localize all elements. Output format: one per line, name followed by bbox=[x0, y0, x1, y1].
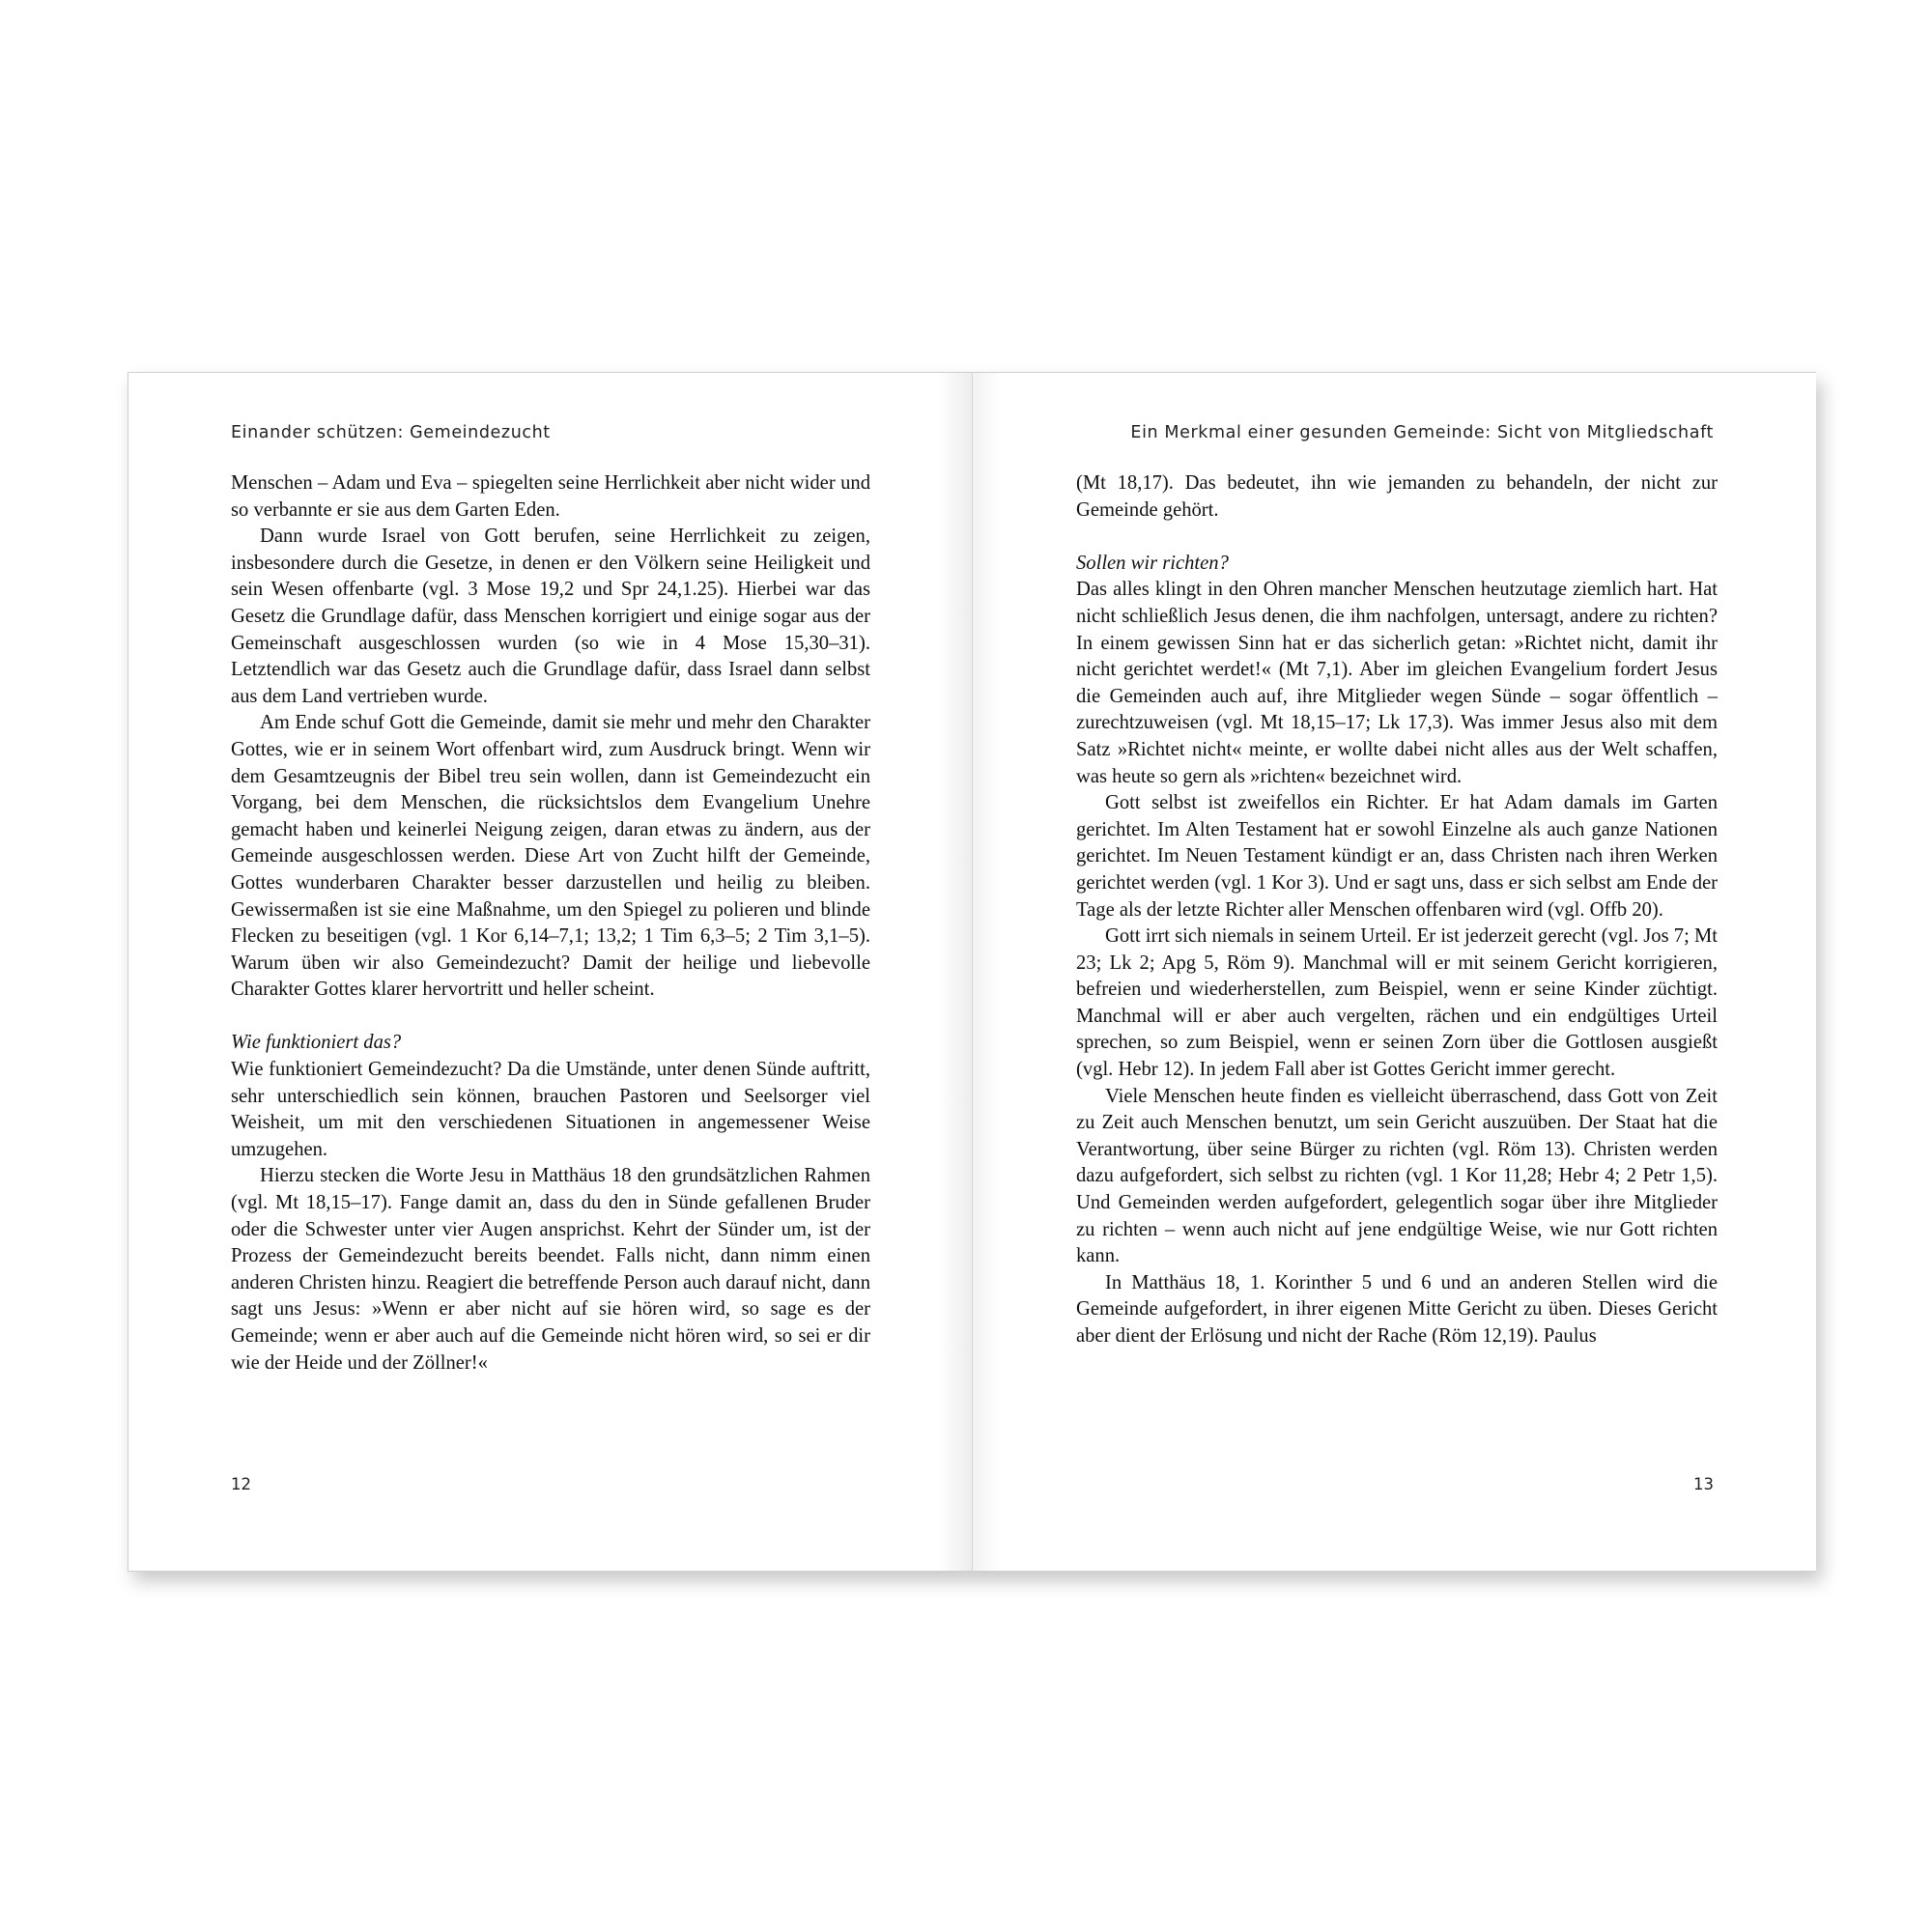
left-page-body bbox=[231, 470, 870, 1377]
page-number-right: 13 bbox=[1693, 1475, 1714, 1493]
paragraph: Wie funktioniert Gemeindezucht? Da die Umstände, unter denen Sünde auftritt, sehr unterschiedlich sein können, brauchen Pastoren und Seelsorger viel Weisheit, um mit den verschiedenen Situationen in angemessener Weise umzugehen. bbox=[231, 1059, 870, 1160]
paragraph: (Mt 18,17). Das bedeutet, ihn wie jemanden zu behandeln, der nicht zur Gemeinde gehört. bbox=[1076, 472, 1718, 521]
gutter-shadow bbox=[973, 373, 1002, 1571]
paragraph: Das alles klingt in den Ohren mancher Menschen heutzutage ziemlich hart. Hat nicht schließlich Jesus denen, die ihm nachfolgen, untersagt, andere zu richten? In einem gewissen Sinn hat er das sicherlich getan: »Richtet nicht, damit ihr nicht gerichtet werdet!« (Mt 7,1). Aber im gleichen Evangelium fordert Jesus die Gemeinden auch auf, ihre Mitglieder wegen Sünde – sogar öffentlich – zurechtzuweisen (vgl. Mt 18,15–17; Lk 17,3). Was immer Jesus also mit dem Satz »Richtet nicht« meinte, er wollte dabei nicht alles aus der Welt schaffen, was heute so gern als »richten« bezeichnet wird. bbox=[1076, 579, 1718, 787]
paragraph: Menschen – Adam und Eva – spiegelten seine Herrlichkeit aber nicht wider und so verbannte er sie aus dem Garten Eden. bbox=[231, 472, 870, 521]
book-spread bbox=[128, 372, 1816, 1572]
paragraph: Viele Menschen heute finden es vielleicht überraschend, dass Gott von Zeit zu Zeit auch Menschen benutzt, um sein Gericht auszuüben. Der Staat hat die Verantwortung, über seine Bürger zu richten (vgl. Röm 13). Christen werden dazu aufgefordert, sich selbst zu richten (vgl. 1 Kor 11,28; Hebr 4; 2 Petr 1,5). Und Gemeinden werden aufgefordert, gelegentlich sogar über ihre Mitglieder zu richten – wenn auch nicht auf jene endgültige Weise, wie nur Gott richten kann. bbox=[1076, 1085, 1718, 1267]
paragraph: Dann wurde Israel von Gott berufen, seine Herrlichkeit zu zeigen, insbesondere durch die Gesetze, in denen er den Völkern seine Heiligkeit und sein Wesen offenbarte (vgl. 3 Mose 19,2 und Spr 24,1.25). Hierbei war das Gesetz die Grundlage dafür, dass Menschen korrigiert und einige sogar aus der Gemeinschaft ausgeschlossen wurden (so wie in 4 Mose 15,30–31). Letztendlich war das Gesetz auch die Grundlage dafür, dass Israel dann selbst aus dem Land vertrieben wurde. bbox=[231, 526, 870, 707]
section-heading: Sollen wir richten? bbox=[1076, 552, 1229, 574]
page-number-left: 12 bbox=[231, 1475, 251, 1493]
right-page bbox=[972, 373, 1816, 1571]
running-head-left: Einander schützen: Gemeindezucht bbox=[231, 423, 551, 442]
gutter-shadow bbox=[937, 373, 972, 1571]
paragraph: Hierzu stecken die Worte Jesu in Matthäus 18 den grundsätzlichen Rahmen (vgl. Mt 18,15–17). Fange damit an, dass du den in Sünde gefallenen Bruder oder die Schwester unter vier Augen ansprichst. Kehrt der Sünder um, ist der Prozess der Gemeindezucht bereits beendet. Falls nicht, dann nimm einen anderen Christen hinzu. Reagiert die betreffende Person auch darauf nicht, dann sagt uns Jesus: »Wenn er aber nicht auf sie hören wird, so sage es der Gemeinde; wenn er aber auch auf die Gemeinde nicht hören wird, so sei er dir wie der Heide und der Zöllner!« bbox=[231, 1165, 870, 1374]
section-heading: Wie funktioniert das? bbox=[231, 1032, 402, 1054]
running-head-right: Ein Merkmal einer gesunden Gemeinde: Sicht von Mitgliedschaft bbox=[1130, 423, 1714, 442]
left-page bbox=[128, 373, 972, 1571]
paragraph: Gott selbst ist zweifellos ein Richter. Er hat Adam damals im Garten gerichtet. Im Alten Testament hat er sowohl Einzelne als auch ganze Nationen gerichtet. Im Neuen Testament kündigt er an, dass Christen nach ihren Werken gerichtet werden (vgl. 1 Kor 3). Und er sagt uns, dass er sich selbst am Ende der Tage als der letzte Richter aller Menschen offenbaren wird (vgl. Offb 20). bbox=[1076, 792, 1718, 921]
paragraph: Gott irrt sich niemals in seinem Urteil. Er ist jederzeit gerecht (vgl. Jos 7; Mt 23; Lk 2; Apg 5, Röm 9). Manchmal will er mit seinem Gericht korrigieren, befreien und wiederherstellen, zum Beispiel, wenn er seine Kinder züchtigt. Manchmal will er aber auch vergelten, rächen und ein endgültiges Urteil sprechen, so zum Beispiel, wenn er seinen Zorn über die Gottlosen ausgießt (vgl. Hebr 12). In jedem Fall aber ist Gottes Gericht immer gerecht. bbox=[1076, 925, 1718, 1081]
right-page-body bbox=[1076, 470, 1718, 1350]
paragraph: Am Ende schuf Gott die Gemeinde, damit sie mehr und mehr den Charakter Gottes, wie er in seinem Wort offenbart wird, zum Ausdruck bringt. Wenn wir dem Gesamtzeugnis der Bibel treu sein wollen, dann ist Gemeindezucht ein Vorgang, bei dem Menschen, die rücksichtslos dem Evangelium Unehre gemacht haben und keinerlei Neigung zeigen, daran etwas zu ändern, aus der Gemeinde ausgeschlossen werden. Diese Art von Zucht hilft der Gemeinde, Gottes wunderbaren Charakter besser darzustellen und heilig zu bleiben. Gewissermaßen ist sie eine Maßnahme, um den Spiegel zu polieren und blinde Flecken zu beseitigen (vgl. 1 Kor 6,14–7,1; 13,2; 1 Tim 6,3–5; 2 Tim 3,1–5). Warum üben wir also Gemeindezucht? Damit der heilige und liebevolle Charakter Gottes klarer hervortritt und heller scheint. bbox=[231, 712, 870, 1001]
paragraph: In Matthäus 18, 1. Korinther 5 und 6 und an anderen Stellen wird die Gemeinde aufgefordert, in ihrer eigenen Mitte Gericht zu üben. Dieses Gericht aber dient der Erlösung und nicht der Rache (Röm 12,19). Paulus bbox=[1076, 1271, 1718, 1347]
